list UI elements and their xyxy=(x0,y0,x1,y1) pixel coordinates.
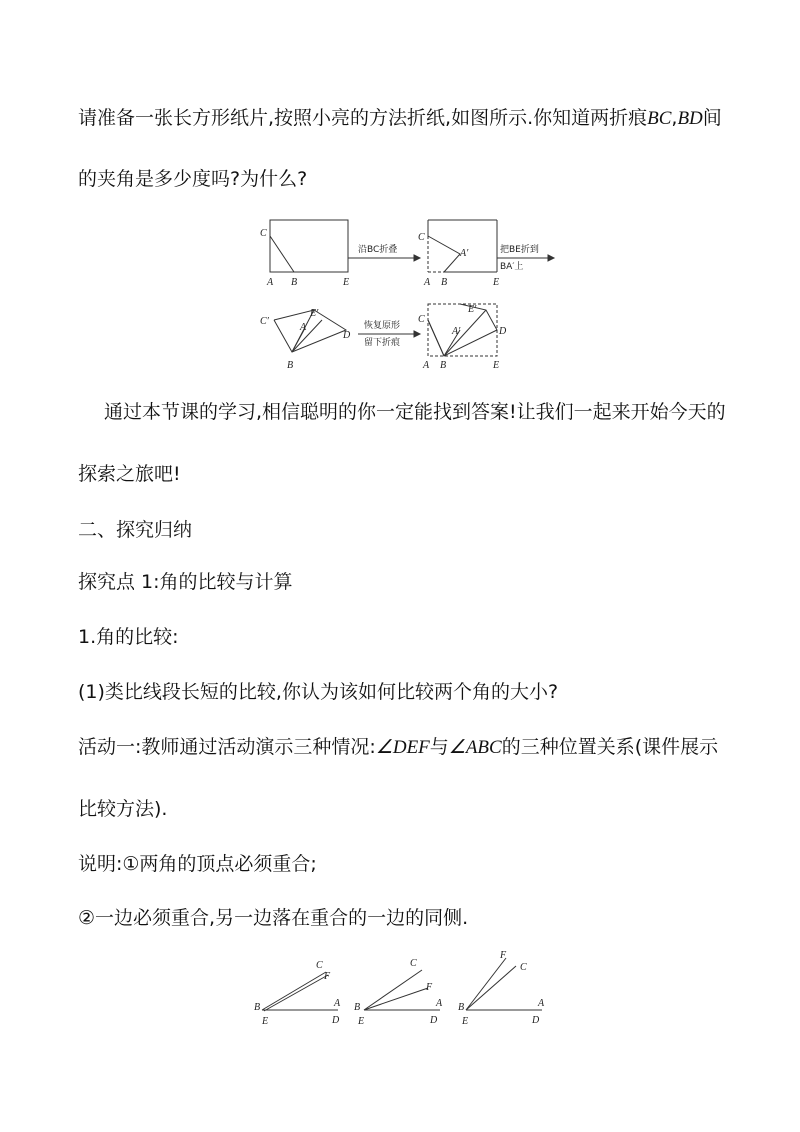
panel3-label-b: B xyxy=(287,360,294,371)
panel2-label-c: C xyxy=(418,232,425,243)
case2-label-d: D xyxy=(430,1015,438,1026)
sub-title: 1.角的比较: xyxy=(78,626,179,648)
intro-text-b: 间 xyxy=(702,107,722,129)
panel3-label-cprime: C′ xyxy=(260,316,269,327)
panel1-label-e: E xyxy=(343,277,350,288)
case2-label-c: C xyxy=(410,958,417,969)
panel2-fold xyxy=(428,236,460,272)
case3-label-b: B xyxy=(458,1002,465,1013)
panel1-rect xyxy=(270,220,348,272)
intro-var-bd: BD xyxy=(677,108,703,129)
activity-prefix: 活动一:教师通过活动演示三种情况: xyxy=(78,736,376,758)
intro-line-1 xyxy=(78,106,722,131)
case3-label-d: D xyxy=(532,1015,540,1026)
panel4-label-e: E xyxy=(493,360,500,371)
arrow1-label: 沿BC折叠 xyxy=(358,245,398,255)
panel4-crease1 xyxy=(428,320,444,356)
case1-ray-ef xyxy=(264,975,328,1011)
case1-label-c: C xyxy=(316,960,323,971)
case3-label-f: F xyxy=(500,950,507,961)
arrow3-label-top: 恢复原形 xyxy=(364,321,401,331)
case1-label-f: F xyxy=(324,971,331,982)
intro-sep: , xyxy=(671,107,678,129)
panel1-label-b: B xyxy=(291,277,298,288)
case2-ray-ef xyxy=(364,988,428,1010)
intro-line-2: 的夹角是多少度吗?为什么? xyxy=(78,168,308,190)
arrow3-head xyxy=(414,331,420,337)
case2-ray-bc xyxy=(364,970,422,1010)
angle-figure xyxy=(250,948,560,1028)
question-text: (1)类比线段长短的比较,你认为该如何比较两个角的大小? xyxy=(78,681,559,703)
note-1: 说明:①两角的顶点必须重合; xyxy=(78,853,317,875)
case1-ray-bc xyxy=(262,972,326,1010)
arrow1-head xyxy=(414,255,420,261)
intro-text-a: 请准备一张长方形纸片,按照小亮的方法折纸,如图所示.你知道两折痕 xyxy=(78,107,648,129)
panel3-label-eprime: E′ xyxy=(310,308,319,319)
folding-figure xyxy=(250,212,570,372)
case2-label-b: B xyxy=(354,1002,361,1013)
arrow2-label-bottom: BA′上 xyxy=(500,262,524,272)
case1-label-a: A xyxy=(334,998,341,1009)
para2-line-2: 探索之旅吧! xyxy=(78,463,181,485)
arrow2-head xyxy=(548,255,554,261)
case1-label-b: B xyxy=(254,1002,261,1013)
intro-var-bc: BC xyxy=(647,108,672,129)
panel3-label-a: A xyxy=(300,322,307,333)
case1-label-d: D xyxy=(332,1015,340,1026)
case2-label-e: E xyxy=(358,1016,365,1027)
panel1-label-c: C xyxy=(260,228,267,239)
note-2: ②一边必须重合,另一边落在重合的一边的同侧. xyxy=(78,907,469,929)
case3-label-c: C xyxy=(520,962,527,973)
panel2-label-b: B xyxy=(441,277,448,288)
arrow2-label-top: 把BE折到 xyxy=(500,245,539,255)
panel1-crease xyxy=(270,236,294,272)
panel4-label-c: C xyxy=(418,314,425,325)
panel4-label-aprime: A′ xyxy=(452,326,461,337)
case2-label-f: F xyxy=(426,982,433,993)
panel1-label-a: A xyxy=(267,277,274,288)
panel4-fold xyxy=(428,304,497,356)
case2-label-a: A xyxy=(436,998,443,1009)
panel2-label-a: A xyxy=(424,277,431,288)
case3-label-a: A xyxy=(538,998,545,1009)
case3-ray-ef xyxy=(466,958,506,1010)
panel4-label-eprime: E′ xyxy=(468,304,477,315)
para2-line-1: 通过本节课的学习,相信聪明的你一定能找到答案!让我们一起来开始今天的 xyxy=(104,401,726,423)
case1-label-e: E xyxy=(262,1016,269,1027)
point-title: 探究点 1:角的比较与计算 xyxy=(78,571,293,593)
panel2-label-e: E xyxy=(493,277,500,288)
panel4-label-a: A xyxy=(423,360,430,371)
panel3-label-d: D xyxy=(343,330,351,341)
case3-label-e: E xyxy=(462,1016,469,1027)
activity-mid: 与 xyxy=(429,736,449,758)
panel3-crease3 xyxy=(292,320,322,352)
panel4-crease3 xyxy=(444,310,486,356)
panel4-label-b: B xyxy=(440,360,447,371)
case3-ray-bc xyxy=(466,966,516,1010)
arrow3-label-bottom: 留下折痕 xyxy=(364,338,401,348)
activity-suffix: 的三种位置关系(课件展示 xyxy=(501,736,719,758)
activity-line-2: 比较方法). xyxy=(78,798,168,820)
panel4-label-d: D xyxy=(499,326,507,337)
activity-line-1 xyxy=(78,735,718,760)
activity-angle-def: ∠DEF xyxy=(375,737,430,758)
panel2-label-aprime: A′ xyxy=(460,248,469,259)
section-title: 二、探究归纳 xyxy=(78,519,193,541)
activity-angle-abc: ∠ABC xyxy=(448,737,502,758)
